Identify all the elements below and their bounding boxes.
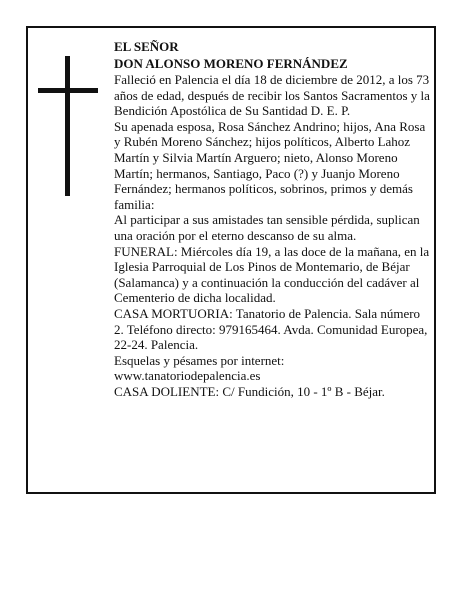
family-address: CASA DOLIENTE: C/ Fundición, 10 - 1º B - Béjar. [114, 383, 385, 399]
family-list: Su apenada esposa, Rosa Sánchez Andrino; hijos, Ana Rosa y Rubén Moreno Sánchez; hijos políticos, Alberto Lahoz Martín y Silvia Martín Arguero; nieto, Alonso Moreno Martín; hermanos, Santiago, Paco (?) y Juanjo Moreno Fernández; hermanos políticos, sobrinos, primos y demás familia: [114, 118, 426, 212]
funeral-home-info: CASA MORTUORIA: Tanatorio de Palencia. Sala número 2. Teléfono directo: 979165464. Avda. Comunidad Europea, 22-24. Palencia. [114, 305, 428, 353]
deceased-name: DON ALONSO MORENO FERNÁNDEZ [114, 56, 348, 71]
death-announcement: Falleció en Palencia el día 18 de diciembre de 2012, a los 73 años de edad, después de recibir los Santos Sacramentos y la Bendición Apostólica de Su Santidad D. E. P. [114, 72, 430, 119]
obituary-text [114, 38, 430, 399]
cross-icon [38, 56, 98, 196]
internet-condolences: Esquelas y pésames por internet: www.tanatoriodepalencia.es [114, 352, 285, 384]
prayer-request: Al participar a sus amistades tan sensible pérdida, suplican una oración por el eterno descanso de su alma. [114, 212, 420, 243]
funeral-details: FUNERAL: Miércoles día 19, a las doce de la mañana, en la Iglesia Parroquial de Los Pinos de Montemario, de Béjar (Salamanca) y a continuación la conducción del cadáver al Cementerio de dicha localidad. [114, 243, 430, 306]
heading-title: EL SEÑOR [114, 39, 179, 54]
